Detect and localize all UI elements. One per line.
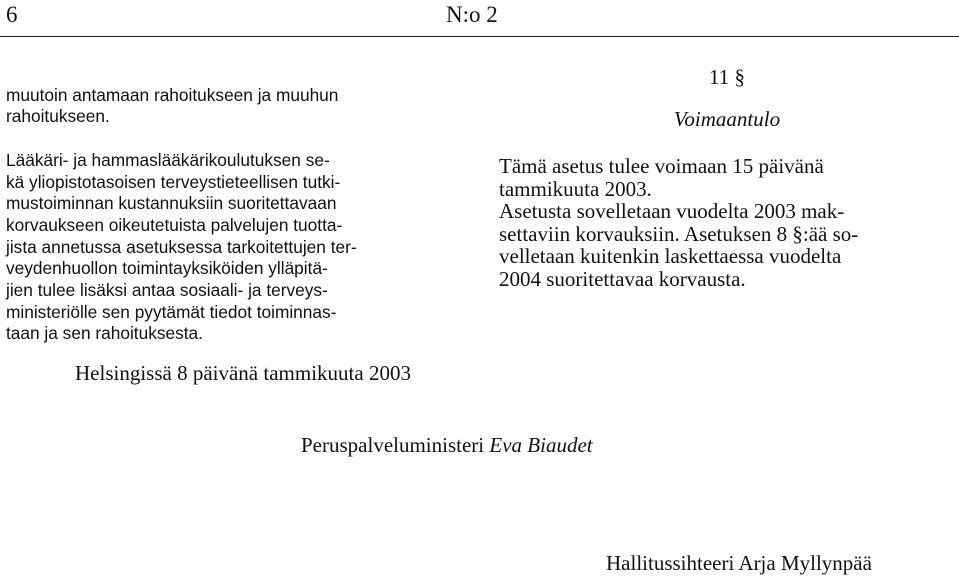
left-paragraph-1: muutoin antamaan rahoitukseen ja muuhun rahoitukseen. — [6, 84, 339, 127]
page-number: 6 — [6, 2, 18, 27]
section-heading: Voimaantulo — [673, 107, 781, 131]
left-column — [6, 63, 462, 367]
right-paragraph-1: Tämä asetus tulee voimaan 15 päivänä tammikuuta 2003. — [499, 154, 824, 201]
header-divider — [0, 36, 959, 37]
section-number: 11 § — [709, 65, 745, 89]
minister-name: Eva Biaudet — [489, 433, 593, 457]
right-paragraph-2: Asetusta sovelletaan vuodelta 2003 mak- settaviin korvauksiin. Asetuksen 8 §:ää so- velletaan kuitenkin laskettaessa vuodelta 2004 suoritettavaa korvausta. — [499, 199, 859, 291]
secretary-signature: Hallitussihteeri Arja Myllynpää — [606, 551, 872, 575]
issue-number: N:o 2 — [446, 2, 498, 27]
minister-title: Peruspalveluministeri — [301, 433, 485, 457]
left-paragraph-2: Lääkäri- ja hammaslääkärikoulutuksen se- kä yliopistotasoisen terveystieteellisen tutki- mustoiminnan kustannuksiin suoritettavaan korvaukseen oikeutetuista palvelujen tuotta- jista annetussa asetuksessa tarkoitettujen ter- veydenhuollon toimintayksiköiden ylläpitä- jien tulee lisäksi antaa sosiaali- ja terveys- ministeriölle sen pyytämät tiedot toiminnas- taan ja sen rahoituksesta. — [6, 149, 357, 344]
minister-signature — [301, 432, 593, 458]
place-date-line: Helsingissä 8 päivänä tammikuuta 2003 — [75, 361, 411, 385]
right-column — [499, 63, 955, 290]
